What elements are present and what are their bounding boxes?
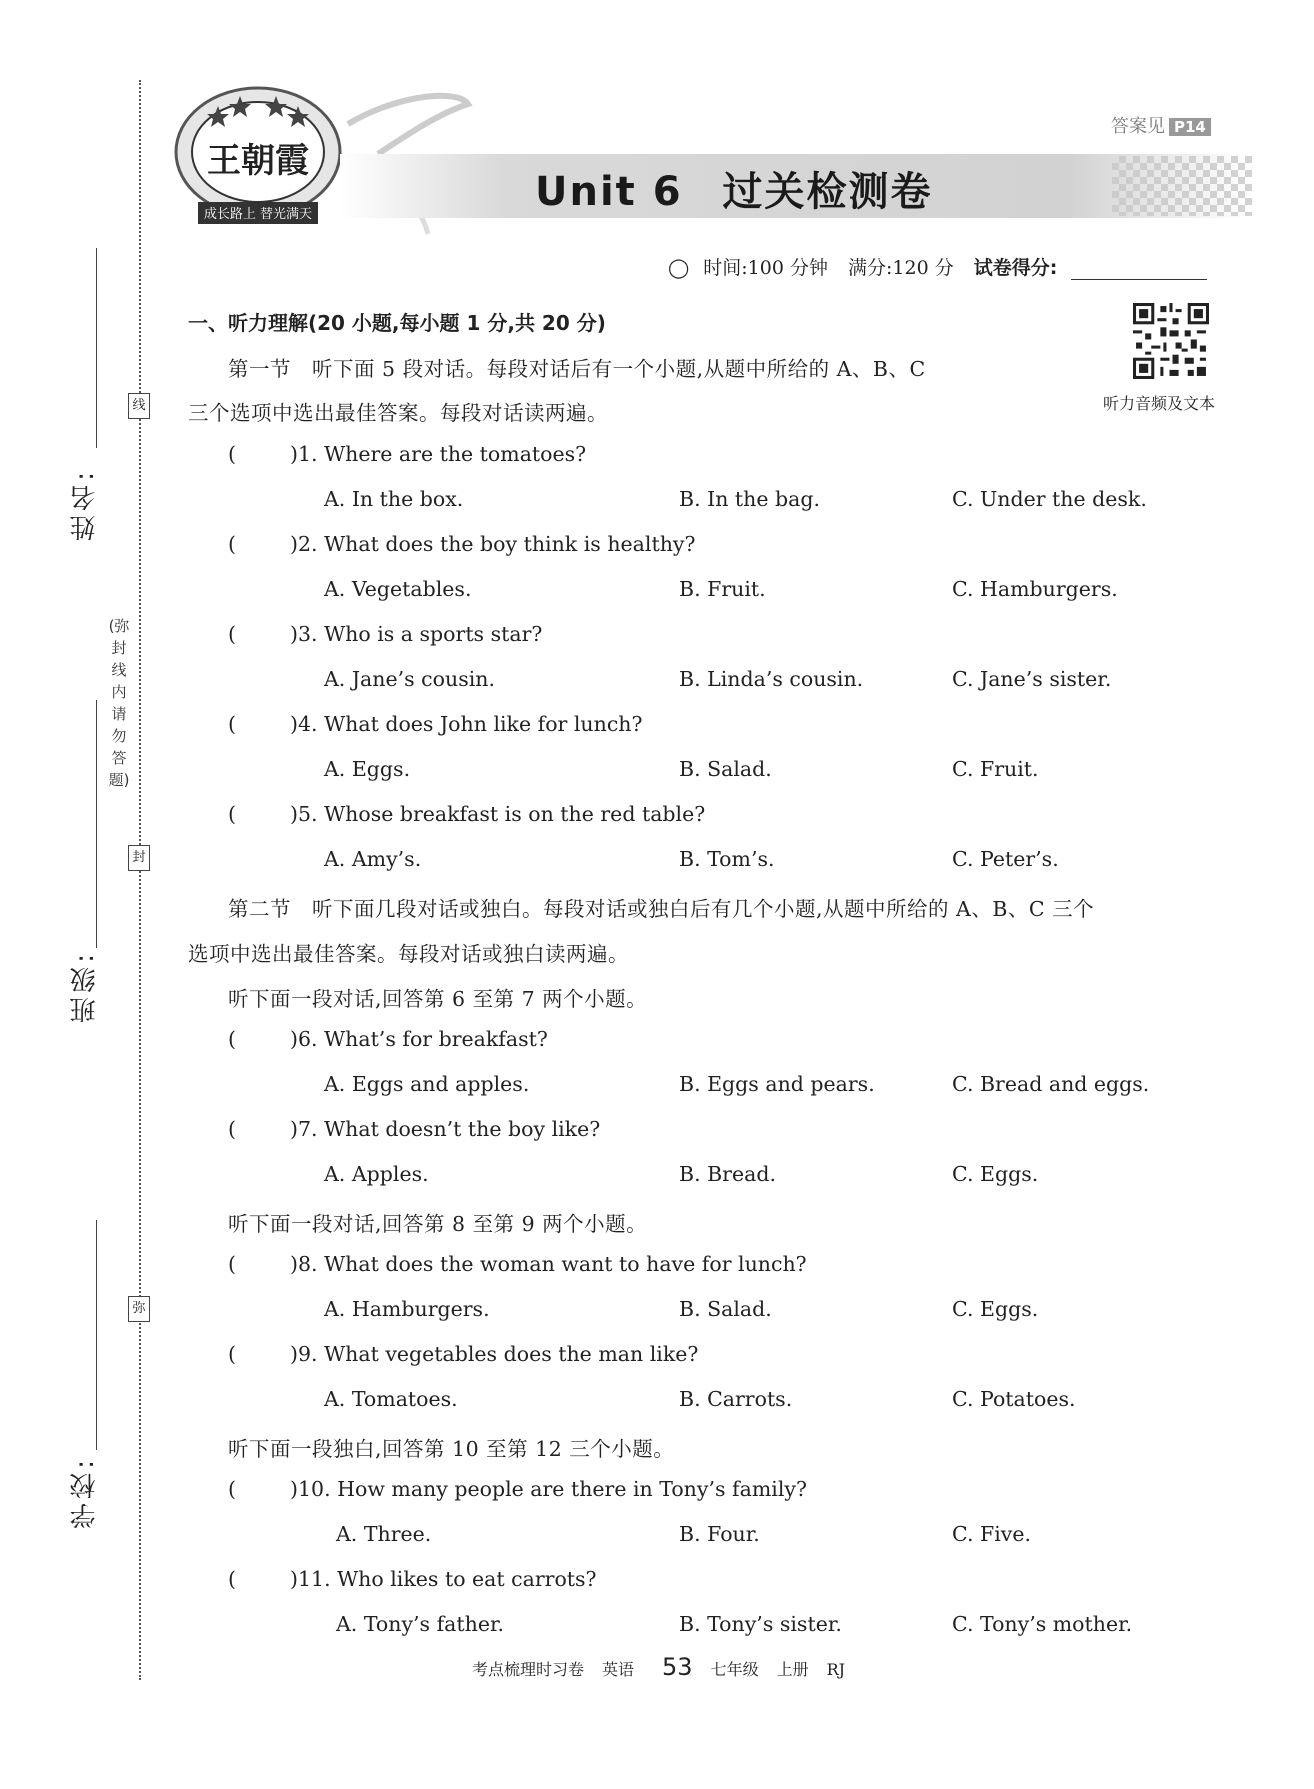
page-number: 53: [662, 1653, 693, 1681]
answer-paren[interactable]: (: [228, 1567, 236, 1591]
clock-icon: ◯: [668, 257, 690, 279]
question-text: )11. Who likes to eat carrots?: [290, 1567, 597, 1591]
question-text: )7. What doesn’t the boy like?: [290, 1117, 601, 1141]
full-score: 满分:120 分: [848, 257, 954, 279]
score-blank[interactable]: [1071, 261, 1207, 280]
binding-dotted-line: [139, 80, 141, 1680]
school-label: 学校:: [70, 1456, 100, 1529]
option-a: A. Eggs.: [324, 757, 411, 781]
svg-text:王朝霞: 王朝霞: [207, 141, 309, 181]
option-c: C. Eggs.: [952, 1297, 1039, 1321]
option-a: A. Amy’s.: [324, 847, 422, 871]
option-c: C. Tony’s mother.: [952, 1612, 1133, 1636]
school-underline: [96, 1220, 97, 1450]
page-title: [535, 160, 933, 217]
section-heading: 一、听力理解(20 小题,每小题 1 分,共 20 分): [188, 311, 606, 335]
part1-intro-b: 三个选项中选出最佳答案。每段对话读两遍。: [188, 401, 608, 425]
score-label: 试卷得分:: [973, 257, 1058, 279]
title-text: 过关检测卷: [722, 169, 933, 215]
time-limit: 时间:100 分钟: [703, 257, 828, 279]
question-text: )5. Whose breakfast is on the red table?: [290, 802, 706, 826]
answer-paren[interactable]: (: [228, 1342, 236, 1366]
option-a: A. Hamburgers.: [324, 1297, 490, 1321]
question-6: [228, 1027, 548, 1051]
option-b: B. Carrots.: [679, 1387, 793, 1411]
option-b: B. Tom’s.: [679, 847, 775, 871]
option-c: C. Hamburgers.: [952, 577, 1118, 601]
option-c: C. Bread and eggs.: [952, 1072, 1150, 1096]
question-text: )6. What’s for breakfast?: [290, 1027, 548, 1051]
answer-paren[interactable]: (: [228, 532, 236, 556]
instruction-8-9: 听下面一段对话,回答第 8 至第 9 两个小题。: [228, 1212, 648, 1236]
class-underline: [96, 700, 97, 948]
svg-text:成长路上 替光满天: 成长路上 替光满天: [203, 207, 313, 222]
option-a: A. Tony’s father.: [336, 1612, 505, 1636]
option-a: A. Three.: [336, 1522, 432, 1546]
instruction-6-7: 听下面一段对话,回答第 6 至第 7 两个小题。: [228, 987, 648, 1011]
option-b: B. Salad.: [679, 757, 772, 781]
page-footer: [472, 1653, 863, 1681]
answer-page-tag: P14: [1169, 118, 1211, 136]
qr-code-icon[interactable]: [1133, 303, 1209, 379]
question-text: )10. How many people are there in Tony’s family?: [290, 1477, 807, 1501]
option-c: C. Fruit.: [952, 757, 1039, 781]
question-1: [228, 442, 586, 466]
unit-label: Unit 6: [535, 169, 683, 215]
question-7: [228, 1117, 600, 1141]
answer-paren[interactable]: (: [228, 1252, 236, 1276]
option-c: C. Five.: [952, 1522, 1031, 1546]
footer-edition: RJ: [826, 1660, 846, 1679]
option-b: B. Fruit.: [679, 577, 766, 601]
seal-note: (弥封线内请勿答题): [108, 617, 130, 789]
option-b: B. Four.: [679, 1522, 760, 1546]
part1-intro-a: 第一节 听下面 5 段对话。每段对话后有一个小题,从题中所给的 A、B、C: [228, 357, 926, 381]
answer-paren[interactable]: (: [228, 1477, 236, 1501]
option-b: B. Eggs and pears.: [679, 1072, 875, 1096]
answer-paren[interactable]: (: [228, 712, 236, 736]
answer-paren[interactable]: (: [228, 622, 236, 646]
part2-intro-a: 第二节 听下面几段对话或独白。每段对话或独白后有几个小题,从题中所给的 A、B、C 三个: [228, 897, 1095, 921]
answer-paren[interactable]: (: [228, 1027, 236, 1051]
answer-paren[interactable]: (: [228, 1117, 236, 1141]
part2-intro-b: 选项中选出最佳答案。每段对话或独白读两遍。: [188, 942, 629, 966]
answer-ref-label: 答案见: [1111, 116, 1165, 137]
option-c: C. Under the desk.: [952, 487, 1147, 511]
option-a: A. Eggs and apples.: [324, 1072, 530, 1096]
question-4: [228, 712, 643, 736]
option-c: C. Eggs.: [952, 1162, 1039, 1186]
footer-book: 考点梳理时习卷: [472, 1660, 585, 1679]
question-text: )2. What does the boy think is healthy?: [290, 532, 696, 556]
class-label: 班级:: [70, 950, 100, 1023]
question-text: )4. What does John like for lunch?: [290, 712, 643, 736]
option-a: A. In the box.: [324, 487, 464, 511]
question-9: [228, 1342, 698, 1366]
question-3: [228, 622, 542, 646]
option-a: A. Apples.: [324, 1162, 429, 1186]
option-b: B. Linda’s cousin.: [679, 667, 864, 691]
footer-volume: 上册: [776, 1660, 809, 1679]
question-text: )9. What vegetables does the man like?: [290, 1342, 699, 1366]
name-label: 姓名:: [70, 468, 100, 541]
option-b: B. Salad.: [679, 1297, 772, 1321]
question-10: [228, 1477, 807, 1501]
option-b: B. Bread.: [679, 1162, 776, 1186]
answer-paren[interactable]: (: [228, 802, 236, 826]
answer-reference: [1111, 112, 1211, 138]
option-c: C. Peter’s.: [952, 847, 1059, 871]
qr-caption: 听力音频及文本: [1103, 394, 1216, 413]
question-5: [228, 802, 705, 826]
option-a: A. Vegetables.: [324, 577, 472, 601]
footer-grade: 七年级: [710, 1660, 759, 1679]
seal-marker: 封: [128, 845, 150, 871]
line-marker: 线: [128, 393, 150, 419]
option-c: C. Potatoes.: [952, 1387, 1076, 1411]
question-11: [228, 1567, 597, 1591]
option-a: A. Tomatoes.: [324, 1387, 458, 1411]
question-text: )3. Who is a sports star?: [290, 622, 543, 646]
title-checker-decoration: [1112, 156, 1252, 216]
question-2: [228, 532, 695, 556]
footer-subject: 英语: [602, 1660, 635, 1679]
question-text: )1. Where are the tomatoes?: [290, 442, 587, 466]
question-8: [228, 1252, 807, 1276]
answer-paren[interactable]: (: [228, 442, 236, 466]
option-c: C. Jane’s sister.: [952, 667, 1112, 691]
question-text: )8. What does the woman want to have for lunch?: [290, 1252, 807, 1276]
instruction-10-12: 听下面一段独白,回答第 10 至第 12 三个小题。: [228, 1437, 675, 1461]
mi-marker: 弥: [128, 1296, 150, 1322]
option-a: A. Jane’s cousin.: [324, 667, 495, 691]
option-b: B. In the bag.: [679, 487, 820, 511]
name-underline: [96, 248, 97, 448]
option-b: B. Tony’s sister.: [679, 1612, 842, 1636]
exam-info: [668, 253, 1221, 280]
